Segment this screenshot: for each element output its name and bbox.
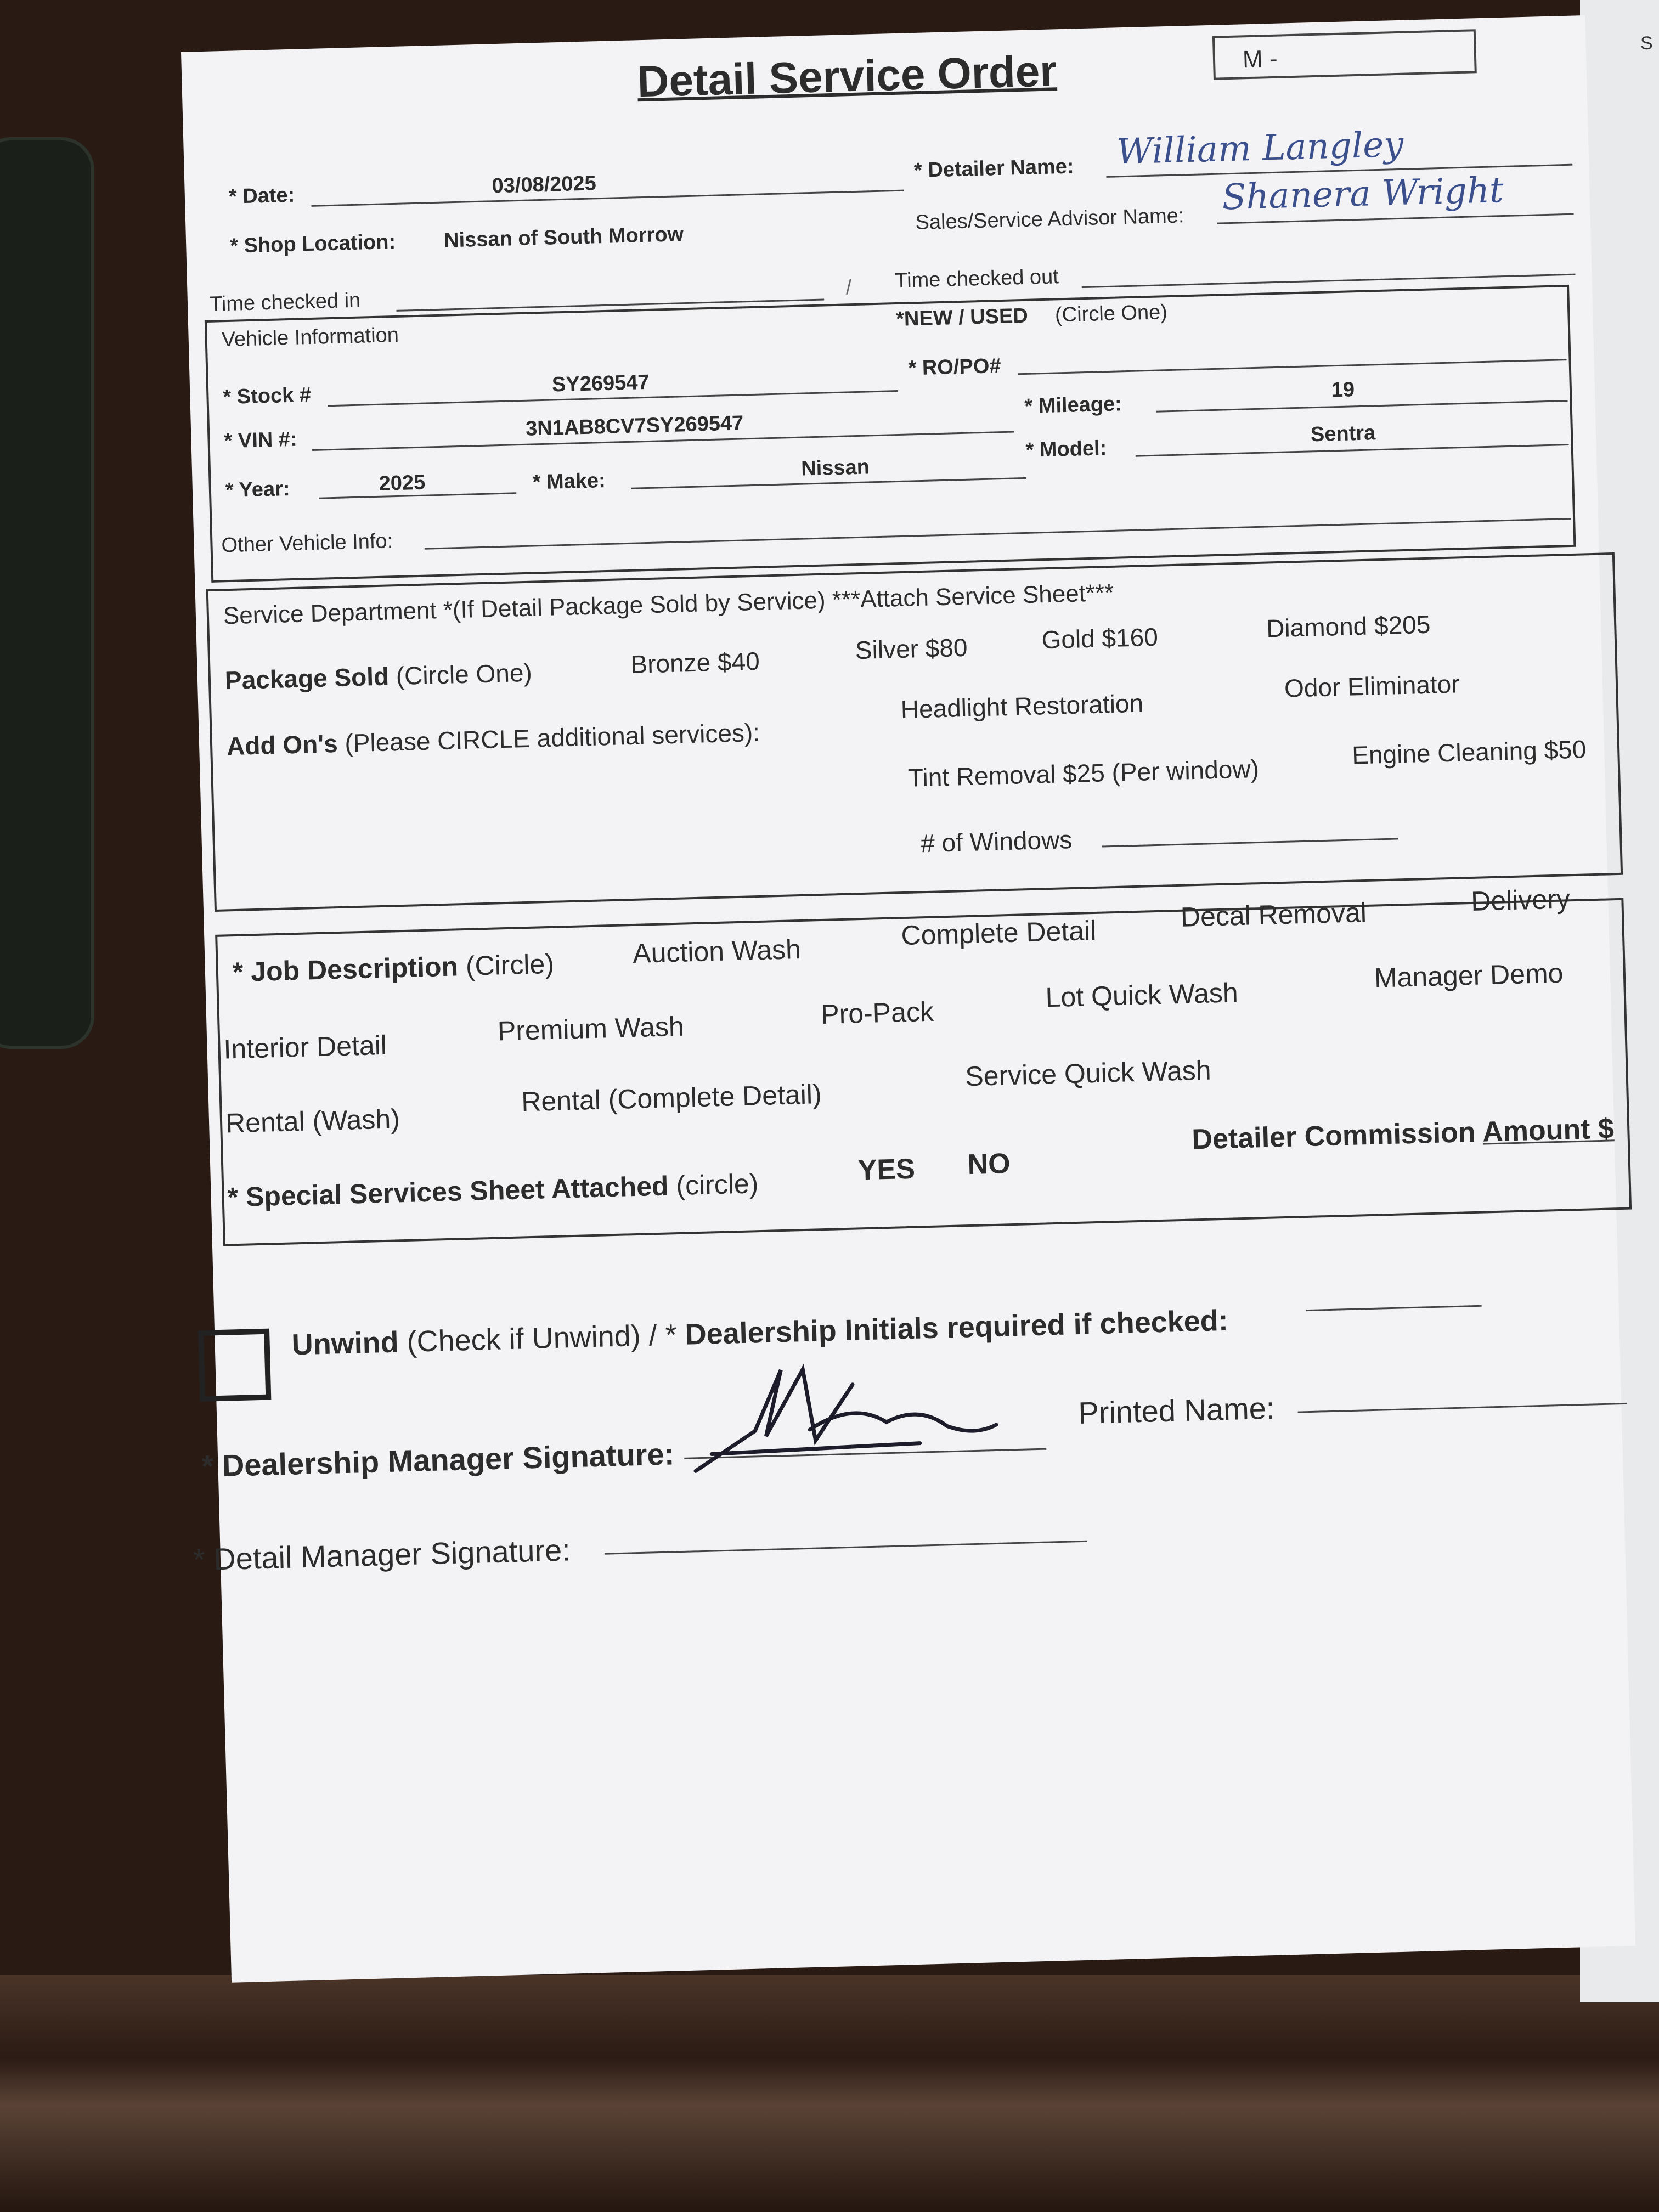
unwind-text: (Check if Unwind) / * (406, 1318, 678, 1359)
mileage-value: 19 (1331, 378, 1355, 402)
job-rental-wash[interactable]: Rental (Wash) (225, 1103, 400, 1139)
printed-name-line (1298, 1403, 1627, 1413)
date-label: * Date: (228, 183, 295, 208)
stock-label: * Stock # (222, 383, 312, 409)
unwind-checkbox[interactable] (198, 1329, 271, 1402)
vin-label: * VIN #: (224, 427, 298, 453)
package-gold[interactable]: Gold $160 (1041, 622, 1159, 654)
addon-engine-cleaning[interactable]: Engine Cleaning $50 (1351, 735, 1587, 770)
new-used-label: *NEW / USED (895, 304, 1029, 331)
job-manager-demo[interactable]: Manager Demo (1374, 957, 1564, 994)
job-service-quick-wash[interactable]: Service Quick Wash (964, 1054, 1212, 1092)
package-diamond[interactable]: Diamond $205 (1266, 610, 1431, 643)
vehicle-section-label: Vehicle Information (221, 323, 399, 352)
unwind-bold-label: Unwind (291, 1325, 399, 1362)
service-header: Service Department *(If Detail Package Sold by Service) ***Attach Service Sheet*** (223, 579, 1114, 630)
year-value: 2025 (379, 471, 426, 495)
package-silver[interactable]: Silver $80 (855, 633, 968, 665)
shop-value: Nissan of South Morrow (443, 223, 684, 252)
printed-name-label: Printed Name: (1077, 1390, 1276, 1431)
special-no[interactable]: NO (967, 1148, 1011, 1181)
job-note: (Circle) (465, 948, 555, 981)
other-info-label: Other Vehicle Info: (221, 529, 393, 557)
job-decal-removal[interactable]: Decal Removal (1180, 896, 1367, 933)
new-used-note: (Circle One) (1054, 301, 1168, 327)
desk-surface (0, 1975, 1659, 2212)
package-note: (Circle One) (396, 658, 533, 691)
mileage-label: * Mileage: (1024, 392, 1122, 418)
phone (0, 137, 94, 1049)
addon-headlight-restoration[interactable]: Headlight Restoration (900, 689, 1144, 724)
side-paper-text: S (1640, 33, 1653, 54)
shop-label: * Shop Location: (229, 230, 396, 258)
windows-label: # of Windows (920, 825, 1073, 858)
time-out-label: Time checked out (894, 265, 1059, 293)
special-services-label: * Special Services Sheet Attached (227, 1170, 669, 1213)
dealership-manager-signature-scribble (687, 1341, 1041, 1488)
job-label: * Job Description (232, 951, 459, 988)
job-rental-complete-detail[interactable]: Rental (Complete Detail) (521, 1079, 822, 1118)
service-order-form (181, 15, 1635, 1983)
addons-label: Add On's (226, 729, 338, 761)
stock-value: SY269547 (551, 370, 650, 397)
year-label: * Year: (225, 477, 291, 503)
job-pro-pack[interactable]: Pro-Pack (820, 996, 934, 1030)
addon-odor-eliminator[interactable]: Odor Eliminator (1284, 669, 1460, 703)
make-value: Nissan (800, 455, 870, 481)
unwind-initials-line (1306, 1305, 1482, 1311)
form-title: Detail Service Order (636, 46, 1058, 106)
job-interior-detail[interactable]: Interior Detail (223, 1029, 387, 1065)
detailer-label: * Detailer Name: (913, 155, 1075, 183)
order-number-box: M - (1212, 29, 1477, 80)
ro-po-label: * RO/PO# (907, 354, 1001, 380)
detail-manager-signature-label: * Detail Manager Signature: (193, 1532, 571, 1577)
date-line (311, 190, 904, 207)
job-delivery[interactable]: Delivery (1470, 883, 1571, 917)
unwind-initials-label: Dealership Initials required if checked: (684, 1304, 1229, 1351)
detailer-signature: William Langley (1116, 124, 1404, 173)
model-label: * Model: (1025, 437, 1107, 462)
commission-label: Detailer Commission Amount $ (1191, 1113, 1615, 1156)
time-slash: / (845, 276, 852, 300)
package-bronze[interactable]: Bronze $40 (630, 646, 760, 679)
job-premium-wash[interactable]: Premium Wash (497, 1011, 685, 1047)
special-services-note: (circle) (675, 1168, 759, 1201)
dealership-manager-signature-label: * Dealership Manager Signature: (201, 1436, 675, 1483)
package-label: Package Sold (224, 662, 390, 695)
job-auction-wash[interactable]: Auction Wash (632, 933, 802, 969)
special-yes[interactable]: YES (857, 1153, 916, 1187)
vin-value: 3N1AB8CV7SY269547 (525, 411, 744, 441)
detail-manager-signature-line (605, 1541, 1087, 1555)
advisor-label: Sales/Service Advisor Name: (915, 204, 1184, 235)
time-in-label: Time checked in (209, 289, 361, 316)
date-value: 03/08/2025 (492, 172, 597, 198)
job-complete-detail[interactable]: Complete Detail (900, 915, 1097, 951)
model-value: Sentra (1310, 421, 1376, 447)
addons-note: (Please CIRCLE additional services): (344, 718, 760, 758)
addon-tint-removal[interactable]: Tint Removal $25 (Per window) (907, 754, 1260, 792)
make-label: * Make: (532, 469, 606, 494)
job-lot-quick-wash[interactable]: Lot Quick Wash (1045, 977, 1239, 1013)
advisor-signature: Shanera Wright (1221, 170, 1504, 218)
